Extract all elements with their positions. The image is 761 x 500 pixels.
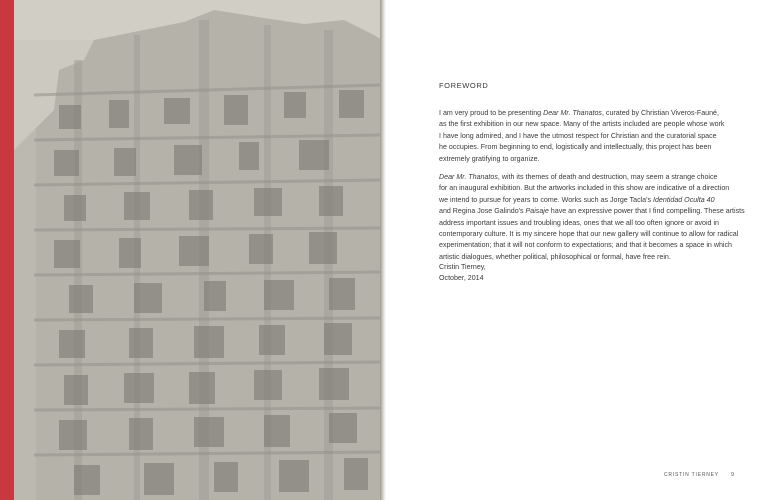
page-footer	[664, 472, 734, 478]
text-run: I am very proud to be presenting	[439, 109, 544, 117]
text-line: address important issues and troubling ideas, ones that we all too often ignore or avoid in	[439, 218, 719, 227]
text-line	[439, 195, 739, 206]
right-page-text	[386, 0, 761, 500]
exhibition-title: Dear Mr. Thanatos	[543, 109, 602, 117]
text-line: he occupies. From beginning to end, logistically and intellectually, this project has been	[439, 143, 712, 152]
text-run: , with its themes of death and destruction, may seem a strange choice	[497, 173, 718, 182]
foreword-body	[439, 108, 745, 270]
artwork-title: Identidad Oculta 40	[653, 195, 715, 204]
paragraph-2	[439, 172, 745, 263]
exhibition-title: Dear Mr. Thanatos	[439, 173, 498, 182]
section-heading: FOREWORD	[439, 81, 489, 90]
text-line: experimentation; that it will not conform to expectations; and that it becomes a space in which	[439, 241, 732, 250]
text-run: , curated by Christian Viveros-Fauné,	[601, 109, 719, 117]
ruined-building-painting	[14, 0, 382, 500]
text-line	[439, 206, 745, 217]
paragraph-1	[439, 108, 739, 165]
text-line: as the first exhibition in our new space. Many of the artists included are people whose work	[439, 120, 725, 129]
text-line	[439, 108, 739, 119]
text-line: artistic dialogues, whether political, philosophical or formal, have free rein.	[439, 252, 671, 261]
running-head: CRISTIN TIERNEY	[663, 472, 719, 478]
text-line: contemporary culture. It is my sincere hope that our new gallery will continue to allow for radical	[439, 230, 739, 239]
text-line: I have long admired, and I have the utmost respect for Christian and the curatorial space	[439, 131, 717, 140]
text-run: have an expressive power that I find compelling. These artists	[548, 207, 745, 216]
text-run: we intend to pursue for years to come. Works such as Jorge Tacla's	[439, 195, 654, 204]
signature-date: October, 2014	[439, 274, 484, 283]
signature-block	[439, 262, 486, 285]
text-run: and Regina Jose Galindo's	[439, 207, 526, 216]
red-edge-band	[0, 0, 14, 500]
artwork-title: Paisaje	[525, 207, 549, 216]
text-line: extremely gratifying to organize.	[439, 154, 540, 163]
text-line: for an inaugural exhibition. But the artworks included in this show are indicative of a direction	[439, 184, 730, 193]
author-name: Cristin Tierney,	[439, 263, 486, 271]
page-number: 9	[730, 472, 734, 478]
text-line	[439, 172, 739, 183]
